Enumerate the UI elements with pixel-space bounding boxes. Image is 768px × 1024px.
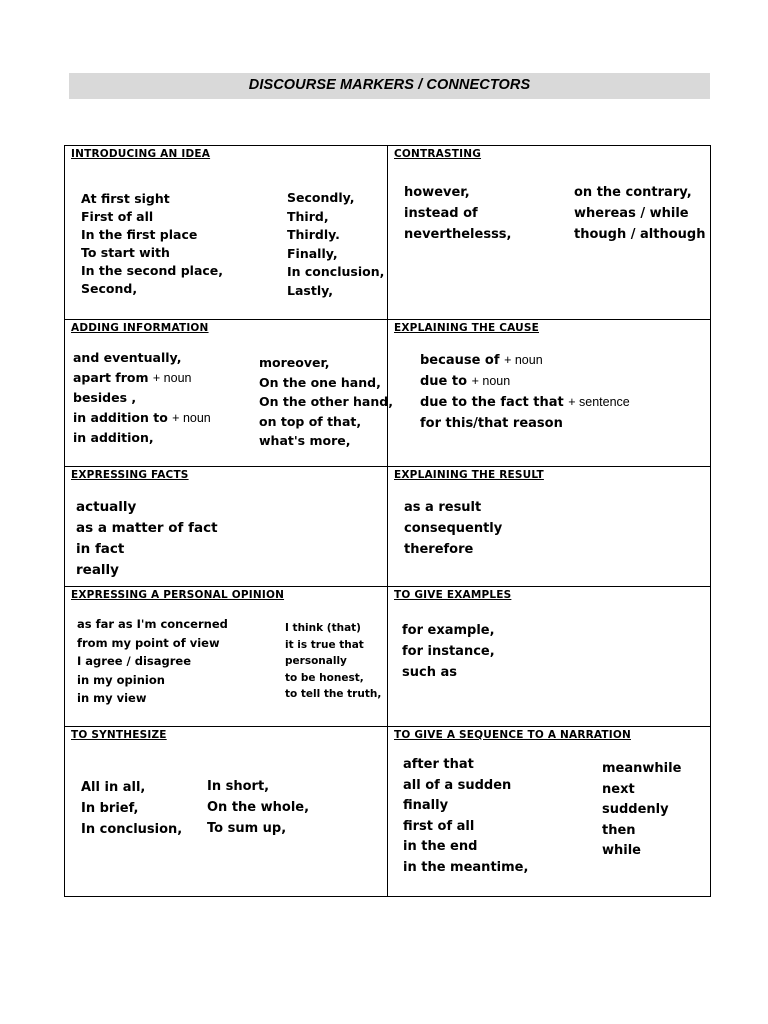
section-heading: TO SYNTHESIZE [71,729,167,741]
connector-item: from my point of view [77,635,220,650]
connector-item: In the first place [81,227,198,242]
connector-item: it is true that [285,638,364,651]
connector-item: in the meantime, [403,859,529,875]
section-to-synthesize [65,727,387,896]
connector-item: in the end [403,839,478,854]
section-explaining-the-cause [388,320,710,466]
section-expressing-a-personal-opinion [65,587,387,726]
connector-item: Lastly, [287,282,334,298]
connector-item: On the whole, [207,800,310,815]
document-title: DISCOURSE MARKERS / CONNECTORS [248,77,531,93]
section-expressing-facts [65,467,387,586]
connector-list [602,759,681,862]
connector-list [259,353,393,451]
connector-list [81,777,182,840]
connector-item: as a result [404,500,482,515]
connector-item: I agree / disagree [77,654,192,668]
connector-item: personally [285,655,347,667]
section-heading: TO GIVE EXAMPLES [394,589,512,601]
connector-list [404,182,512,245]
section-heading: EXPLAINING THE RESULT [394,469,544,481]
connector-item: moreover, [259,355,330,370]
connector-item: as a matter of fact [76,520,218,536]
connector-item: In the second place, [81,263,224,278]
connector-item: In conclusion, [287,264,385,279]
section-heading: CONTRASTING [394,148,482,160]
connector-item: instead of [404,206,478,221]
connector-list [420,350,630,434]
connector-list [76,497,218,581]
section-heading: EXPLAINING THE CAUSE [394,322,539,334]
connector-item: whereas / while [574,206,689,221]
connector-item: though / although [574,227,706,242]
connector-item: To start with [81,245,170,260]
connector-item: to be honest, [285,671,364,684]
connector-item: meanwhile [602,761,682,776]
connector-item: I think (that) [285,622,361,634]
section-heading: EXPRESSING FACTS [71,469,189,481]
connector-list [207,776,309,839]
grammar-note: + noun [504,353,543,367]
connector-item: Third, [287,208,329,224]
connector-item: such as [402,665,457,680]
grammar-note: + noun [172,410,211,425]
connector-item: To sum up, [207,821,287,836]
connector-item: therefore [404,542,474,557]
section-heading: EXPRESSING A PERSONAL OPINION [71,589,285,601]
section-heading: ADDING INFORMATION [71,322,209,334]
connector-item: finally [403,798,449,813]
connector-item: suddenly [602,802,669,817]
connector-item: as far as I'm concerned [77,617,228,631]
connector-item: neverthelesss, [404,227,512,242]
connector-item: Finally, [287,245,338,261]
section-to-give-examples [388,587,710,726]
connector-list [285,620,381,703]
connectors-table [64,145,711,897]
connector-item: for this/that reason [420,416,563,431]
connector-item: however, [404,185,470,200]
connector-item: All in all, [81,780,146,795]
connector-item: in addition to [73,409,168,425]
connector-item: consequently [404,521,503,536]
connector-item: actually [76,499,137,515]
section-explaining-the-result [388,467,710,586]
connector-item: in my view [77,691,147,705]
connector-item: to tell the truth, [285,688,382,700]
connector-list [402,620,495,683]
connector-item: in my opinion [77,672,165,687]
section-contrasting [388,146,710,319]
connector-item: while [602,843,641,858]
grammar-note: + noun [152,370,192,385]
section-introducing-an-idea [65,146,387,319]
grammar-note: + sentence [568,395,630,409]
connector-item: On the other hand, [259,394,393,409]
connector-list [574,182,705,245]
connector-item: due to [420,374,468,389]
connector-list [77,615,228,708]
connector-item: after that [403,757,474,772]
connector-item: in fact [76,541,125,557]
connector-item: apart from [73,369,149,385]
section-heading: TO GIVE A SEQUENCE TO A NARRATION [394,729,631,741]
connector-item: Thirdly. [287,227,340,242]
connector-item: for instance, [402,644,495,659]
connector-item: At first sight [81,191,170,206]
title-bar [69,73,710,99]
connector-item: and eventually, [73,350,182,365]
connector-list [403,755,528,878]
connector-item: In conclusion, [81,822,183,837]
section-adding-information [65,320,393,466]
connector-item: Secondly, [287,190,355,205]
connector-item: then [602,822,636,838]
section-heading: INTRODUCING AN IDEA [71,148,211,160]
connector-list [287,189,384,300]
connector-item: really [76,562,119,578]
connector-item: Second, [81,281,138,296]
connector-item: due to the fact that [420,395,564,410]
connector-item: on the contrary, [574,185,692,200]
connector-list [73,348,211,448]
section-to-give-a-sequence-to-a-narration [388,727,710,896]
connector-item: what's more, [259,433,351,448]
connector-item: all of a sudden [403,777,512,793]
connector-item: next [602,781,635,797]
connector-item: first of all [403,818,475,834]
connector-item: In brief, [81,801,139,816]
connector-list [404,497,502,560]
connector-item: In short, [207,779,270,794]
connector-item: First of all [81,209,154,224]
connector-item: on top of that, [259,413,362,429]
connector-list [81,190,223,298]
connector-item: besides , [73,390,137,405]
connector-item: for example, [402,623,495,638]
connector-item: On the one hand, [259,374,381,390]
grammar-note: + noun [471,374,511,388]
connector-item: because of [420,353,500,368]
connector-item: in addition, [73,430,154,445]
